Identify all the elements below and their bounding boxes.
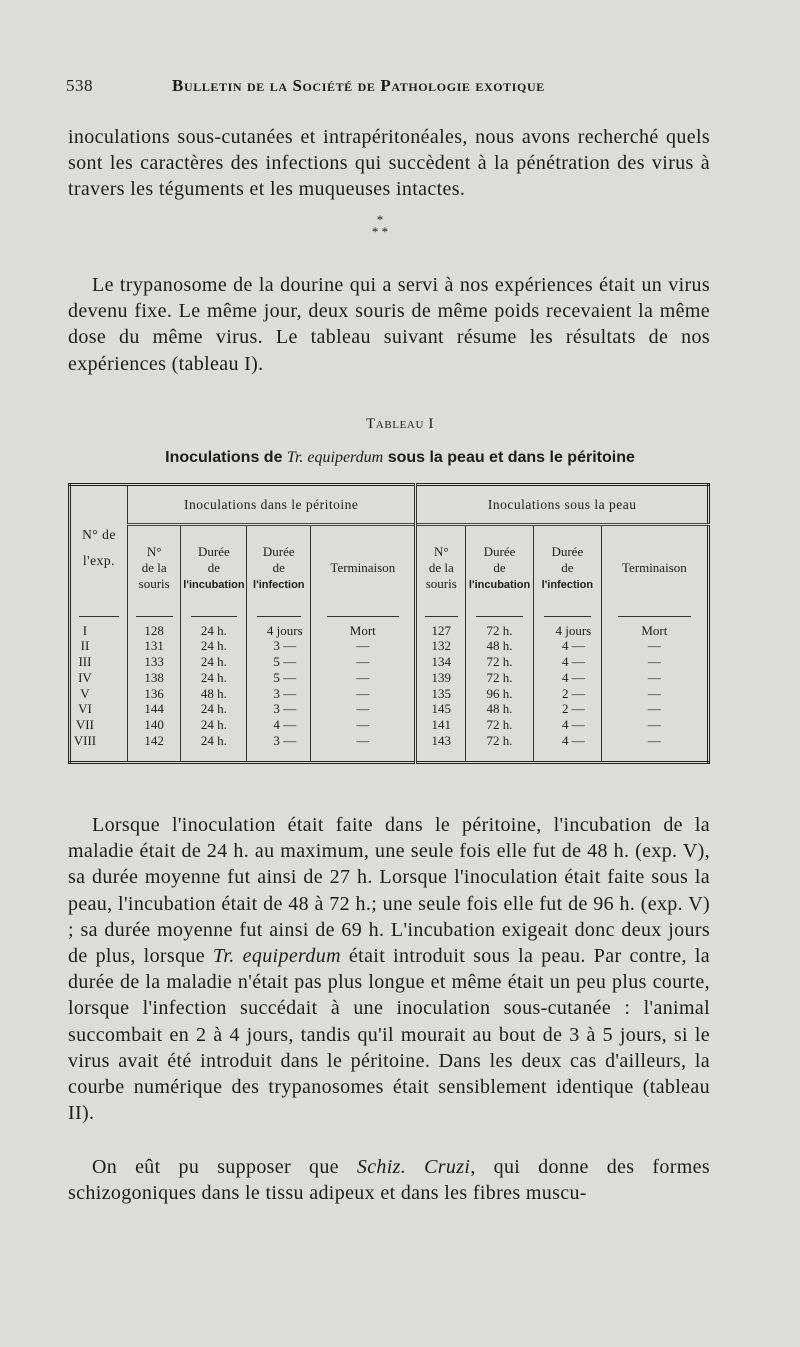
cell-s-inf: 2 — — [534, 701, 602, 717]
cell-s-inc: 48 h. — [466, 638, 534, 654]
cell-p-term: — — [311, 701, 416, 717]
section-separator: * * * — [371, 212, 389, 239]
header-group-row — [70, 485, 709, 525]
cell-s-term: Mort — [601, 623, 708, 639]
paragraph-intro: inoculations sous-cutanées et intrapéritonéales, nous avons recherché quels sont les caractères des infections qui succèdent à la pénétration des virus à travers les téguments et les muqueuses intactes. — [68, 126, 710, 201]
journal-title: Bulletin de la Société de Pathologie exotique — [172, 76, 545, 95]
col-souris-right: N° de la souris — [416, 525, 466, 611]
cell-p-inc: 24 h. — [181, 701, 247, 717]
cell-s-term: — — [601, 654, 708, 670]
cell-s-inf: 4 — — [534, 717, 602, 733]
cell-exp: V — [80, 685, 90, 701]
col-infection-right: Durée de l'infection — [534, 525, 602, 611]
table-row — [70, 654, 709, 670]
cell-s-inf: 4 jours — [534, 623, 602, 639]
paragraph-analysis: Lorsque l'inoculation était faite dans le péritoine, l'incubation de la maladie était de 24 h. au maximum, une seule fois elle fut de 48 h. (exp. V), sa durée moyenne fut ainsi de 27 h. Lorsque l'inoculation était faite sous la peau, l'incubation était de 48 à 72 h.; une seule fois elle fut de 96 h. (exp. V) ; sa durée moyenne fut ainsi de 69 h. L'incubation exigeait donc deux jours de plus, lorsque Tr. equiperdum était introduit sous la peau. Par contre, la durée de la maladie n'était pas plus longue et même était un peu plus courte, lorsque l'infection succédait à une inoculation sous-cutanée : l'animal succombait en 2 à 4 jours, tandis qu'il mourait au bout de 3 à 5 jours, si le virus avait été introduit dans le péritoine. Dans les deux cas d'ailleurs, la courbe numérique des trypanosomes était sensiblement identique (tableau II). — [68, 814, 711, 1125]
cell-s-no: 143 — [416, 733, 466, 749]
cell-exp: I — [82, 622, 88, 638]
cell-s-no: 141 — [416, 717, 466, 733]
cell-p-no: 133 — [127, 654, 181, 670]
table-row — [70, 701, 709, 717]
cell-p-inc: 24 h. — [181, 717, 247, 733]
cell-p-inf: 3 — — [247, 733, 311, 749]
col-incubation-left: Durée de l'incubation — [181, 525, 247, 611]
cell-s-inc: 72 h. — [466, 717, 534, 733]
cell-exp: IV — [78, 669, 92, 685]
cell-p-no: 142 — [127, 733, 181, 749]
cell-s-inf: 4 — — [534, 654, 602, 670]
table-row — [70, 686, 709, 702]
table-row — [70, 670, 709, 686]
col-terminaison-right: Terminaison — [601, 525, 708, 611]
cell-s-inc: 72 h. — [466, 733, 534, 749]
page-number: 538 — [66, 76, 93, 95]
cell-s-inc: 72 h. — [466, 670, 534, 686]
table-caption: Inoculations de Tr. equiperdum sous la peau et dans le péritoine — [165, 449, 635, 466]
cell-s-term: — — [601, 670, 708, 686]
table-row — [70, 717, 709, 733]
cell-p-no: 140 — [127, 717, 181, 733]
group-peritoine: Inoculations dans le péritoine — [127, 485, 416, 525]
cell-s-inf: 4 — — [534, 670, 602, 686]
cell-p-no: 131 — [127, 638, 181, 654]
paragraph-schiz: On eût pu supposer que Schiz. Cruzi, qui donne des formes schizogoniques dans le tissu adipeux et dans les fibres muscu- — [68, 1156, 710, 1205]
cell-p-inf: 3 — — [247, 686, 311, 702]
cell-s-no: 135 — [416, 686, 466, 702]
table-row — [70, 733, 709, 749]
cell-p-no: 138 — [127, 670, 181, 686]
cell-s-inf: 4 — — [534, 638, 602, 654]
cell-p-no: 136 — [127, 686, 181, 702]
cell-s-no: 139 — [416, 670, 466, 686]
cell-s-term: — — [601, 686, 708, 702]
cell-p-no: 144 — [127, 701, 181, 717]
cell-exp: VI — [78, 701, 92, 717]
cell-s-inc: 96 h. — [466, 686, 534, 702]
cell-s-no: 145 — [416, 701, 466, 717]
cell-p-inc: 24 h. — [181, 733, 247, 749]
cell-s-inf: 4 — — [534, 733, 602, 749]
cell-p-term: — — [311, 733, 416, 749]
cell-p-inc: 24 h. — [181, 638, 247, 654]
cell-exp: III — [78, 654, 92, 670]
cell-p-inc: 24 h. — [181, 670, 247, 686]
col-terminaison-left: Terminaison — [311, 525, 416, 611]
results-table — [68, 483, 710, 764]
cell-p-term: — — [311, 638, 416, 654]
cell-exp: II — [80, 638, 90, 654]
cell-s-inf: 2 — — [534, 686, 602, 702]
underline-row — [70, 611, 709, 623]
cell-exp: VIII — [73, 733, 97, 749]
cell-s-no: 132 — [416, 638, 466, 654]
cell-p-inf: 3 — — [247, 701, 311, 717]
table-title: Tableau I — [366, 416, 434, 432]
cell-s-term: — — [601, 701, 708, 717]
cell-s-inc: 72 h. — [466, 654, 534, 670]
cell-p-term: — — [311, 717, 416, 733]
table-row — [70, 623, 709, 639]
cell-p-inc: 24 h. — [181, 623, 247, 639]
cell-s-term: — — [601, 733, 708, 749]
cell-s-no: 134 — [416, 654, 466, 670]
group-sous-peau: Inoculations sous la peau — [416, 485, 709, 525]
col-incubation-right: Durée de l'incubation — [466, 525, 534, 611]
cell-exp: VII — [75, 717, 94, 733]
cell-s-no: 127 — [416, 623, 466, 639]
cell-s-term: — — [601, 638, 708, 654]
cell-p-term: — — [311, 686, 416, 702]
cell-s-inc: 48 h. — [466, 701, 534, 717]
col-infection-left: Durée de l'infection — [247, 525, 311, 611]
cell-p-no: 128 — [127, 623, 181, 639]
header-sub-row — [70, 525, 709, 611]
col-exp-header: N° de l'exp. — [82, 527, 116, 569]
col-souris-left: N° de la souris — [127, 525, 181, 611]
cell-p-inf: 4 — — [247, 717, 311, 733]
cell-p-term: — — [311, 670, 416, 686]
table-row — [70, 638, 709, 654]
cell-p-term: Mort — [311, 623, 416, 639]
cell-p-inf: 4 jours — [247, 623, 311, 639]
cell-s-inc: 72 h. — [466, 623, 534, 639]
cell-p-inf: 5 — — [247, 670, 311, 686]
cell-p-inc: 48 h. — [181, 686, 247, 702]
cell-p-inf: 5 — — [247, 654, 311, 670]
cell-s-term: — — [601, 717, 708, 733]
paragraph-experiment: Le trypanosome de la dourine qui a servi à nos expériences était un virus devenu fixe. Le même jour, deux souris de même poids recevaient la même dose du même virus. Le tableau suivant résume les résultats de nos expériences (tableau I). — [68, 274, 710, 375]
table-body — [70, 623, 709, 749]
cell-p-term: — — [311, 654, 416, 670]
cell-p-inf: 3 — — [247, 638, 311, 654]
cell-p-inc: 24 h. — [181, 654, 247, 670]
